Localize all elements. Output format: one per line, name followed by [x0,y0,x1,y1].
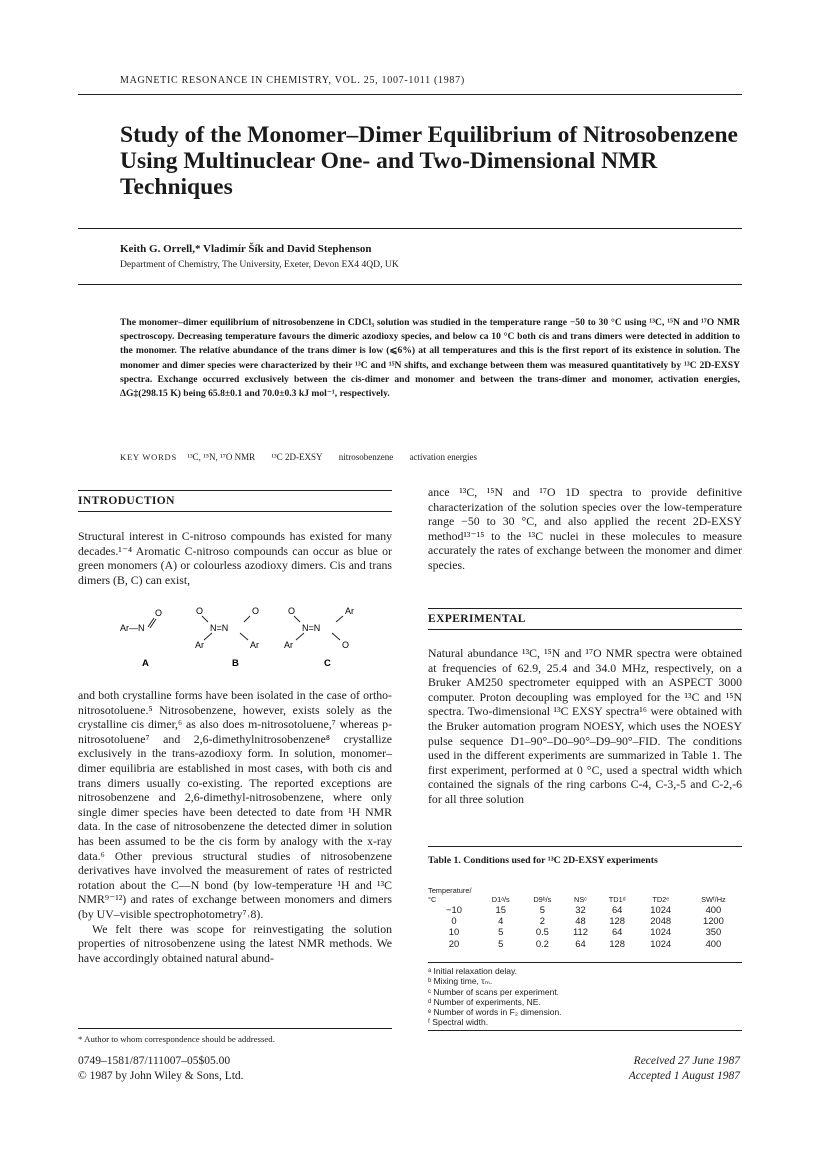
table-header-cell: D9ᵇ/s [533,895,552,904]
table-row [428,926,742,937]
atom-ar: Ar [250,640,259,650]
table-cell: 20 [448,937,460,949]
structure-label-c: C [324,658,331,669]
table-note: ᵈ Number of experiments, NE. [428,996,541,1007]
table-cell: 48 [575,915,586,927]
atom-o: O [196,606,204,616]
table-header-cell: D1ᵃ/s [491,895,510,904]
copyright: © 1987 by John Wiley & Sons, Ltd. [78,1070,244,1082]
structure-c [284,606,354,650]
table-rule-top [428,846,742,847]
table-cell: 2 [539,915,545,927]
keywords-label: KEY WORDS [120,452,178,462]
table-cell: 1024 [650,926,672,938]
table-cell: 1024 [650,904,672,916]
structure-label-a: A [142,658,149,669]
table-note: ᶠ Spectral width. [428,1017,489,1028]
table-cell: 128 [609,937,625,949]
atom-nn: N=N [210,623,229,633]
intro-rule-top [78,490,392,491]
table-header-cell: SWᶠ/Hz [701,895,726,904]
table-title: Table 1. Conditions used for ¹³C 2D-EXSY experiments [428,855,658,866]
intro-paragraph: Structural interest in C-nitroso compounds has existed for many decades.¹⁻⁴ Aromatic C-nitroso compounds can occur as blue or green monomers (A) or colourless azodioxy dimers. Cis and trans dimers (B, C) can exist, [78,529,392,587]
table-row [428,904,742,915]
atom-ar: Ar [345,606,354,616]
table-notes [428,966,562,1028]
atom-ar: Ar [284,640,293,650]
intro-para-2 [78,688,392,965]
notes-rule [428,1030,742,1031]
table-header-cell: TD1ᵈ [608,895,626,904]
article-title: Study of the Monomer–Dimer Equilibrium of Nitrosobenzene Using Multinuclear One- and Two-Dimensional NMR Techniques [120,122,738,200]
table-row [428,915,742,926]
title-rule [78,228,742,229]
table-cell: 1024 [650,937,672,949]
structure-a [120,608,162,633]
keyword: ¹³C, ¹⁵N, ¹⁷O NMR [187,452,256,462]
table-cell: 32 [575,904,586,916]
table-cell: 128 [609,915,625,927]
table-cell: 400 [705,904,722,916]
table-cell: 400 [705,937,722,949]
journal-header: MAGNETIC RESONANCE IN CHEMISTRY, VOL. 25, 1007-1011 (1987) [120,75,465,86]
authors: Keith G. Orrell,* Vladimír Šík and David Stephenson [120,243,372,255]
article-code: 0749–1581/87/111007–05$05.00 [78,1055,231,1067]
table-note: ᶜ Number of scans per experiment. [428,986,560,997]
structures-figure [78,600,392,670]
intro-para-1 [78,529,392,587]
table-header-row [428,876,742,904]
accepted-date: Accepted 1 August 1987 [628,1070,740,1082]
correspondence-footnote: * Author to whom correspondence should be addressed. [78,1034,275,1044]
structure-label-b: B [232,658,239,669]
experimental-rule-bottom [428,629,742,630]
atom-o: O [288,606,296,616]
table-cell: 1200 [702,915,724,927]
abstract: The monomer–dimer equilibrium of nitrosobenzene in CDCl₃ solution was studied in the temperature range −50 to 30 °C using ¹³C, ¹⁵N and ¹⁷O NMR spectroscopy. Decreasing temperature favours the dimeric azodioxy species, and below ca 10 °C both cis and trans dimers were detected in addition to the monomer. The relative abundance of the trans dimer is low (⩽6%) at all temperatures and this is the first report of its existence in solution. The monomer and dimer species were characterized by their ¹³C and ¹⁵N shifts, and exchange between them was measured quantitatively by ¹³C 2D-EXSY spectra. Exchange occurred exclusively between the cis-dimer and monomer and between the trans-dimer and monomer, activation energies, ΔG‡(298.15 K) being 65.8±0.1 and 70.0±0.3 kJ mol⁻¹, respectively. [120,317,740,400]
dates [560,1054,740,1084]
table-rule-bottom [428,962,742,963]
table-header-cell: Temperature/ °C [428,886,472,904]
table-cell: 0.2 [535,937,549,949]
table-cell: 5 [498,937,504,949]
table-note: ᵃ Initial relaxation delay. [428,966,517,976]
table-cell: −10 [446,904,462,916]
structure-b [195,606,259,650]
table-header-cell: NSᶜ [574,895,587,904]
experimental-paragraph: Natural abundance ¹³C, ¹⁵N and ¹⁷O NMR spectra were obtained at frequencies of 62.9, 25.4 and 34.0 MHz, respectively, on a Bruker AM250 spectrometer equipped with an ASPECT 3000 computer. Proton decoupling was employed for the ¹³C and ¹⁵N spectra. Two-dimensional ¹³C EXSY spectra¹⁶ were obtained with the Bruker automation program NOESY, which uses the NOESY pulse sequence D1–90°–D0–90°–D9–90°–FID. The conditions used in the different experiments are summarized in Table 1. The first experiment, performed at 0 °C, used a spectral width which contained the signals of the ring carbons C-4, C-3,-5 and C-2,-6 for all three solution [428,646,742,806]
intro-paragraph: We felt there was scope for reinvestigating the solution properties of nitrosobenzene using the latest NMR methods. We have accordingly obtained natural abund- [78,921,392,965]
intro-rule-bottom [78,511,392,512]
header-rule [78,94,742,95]
intro-right-para [428,485,742,573]
keyword: activation energies [409,452,478,462]
intro-paragraph: ance ¹³C, ¹⁵N and ¹⁷O 1D spectra to provide definitive characterization of the solution species over the low-temperature range −50 to 30 °C, and also applied the recent 2D-EXSY method¹³⁻¹⁵ to the ¹³C nuclei in these molecules to measure accurately the rates of exchange between the monomer and dimer species. [428,485,742,572]
keyword: nitrosobenzene [338,452,394,462]
atom-o: O [155,608,163,618]
atom-ar-n: Ar—N [120,623,145,633]
atom-o: O [342,640,350,650]
table-cell: 64 [611,904,623,916]
affiliation-rule [78,284,742,285]
experimental-rule-top [428,608,742,609]
received-date: Received 27 June 1987 [633,1055,740,1067]
affiliation: Department of Chemistry, The University, Exeter, Devon EX4 4QD, UK [120,259,399,270]
table-cell: 350 [705,926,722,938]
table-cell: 64 [575,937,586,949]
experimental-para [428,646,742,807]
table-note: ᵇ Mixing time, τₘ. [428,976,493,987]
table-cell: 64 [611,926,623,938]
table-header-cell: TD2ᵉ [652,895,670,904]
keyword: ¹³C 2D-EXSY [271,452,323,462]
table-cell: 112 [572,926,588,938]
introduction-heading: INTRODUCTION [78,495,175,507]
table-cell: 5 [539,904,545,916]
table-cell: 5 [498,926,504,938]
table-row [428,938,742,949]
table-cell: 10 [448,926,460,938]
table-cell: 15 [495,904,506,916]
atom-o: O [252,606,260,616]
intro-paragraph: and both crystalline forms have been isolated in the case of ortho-nitrosotoluene.⁵ Nitrosobenzene, however, exists solely as the crystalline cis dimer,⁶ as also does m-nitrosotoluene,⁷ whereas p-nitrosotoluene⁷ and 2,6-dimethylnitrosobenzene⁸ crystallize exclusively in the trans-azodioxy form. In solution, monomer–dimer equilibria are established in most cases, with both cis and trans dimers usually co-existing. The reported exceptions are nitrosobenzene and 2,6-dimethyl-nitrosobenzene, where only single dimer species have been detected to date from ¹H NMR data. In the case of nitrosobenzene the detected dimer in solution has been assumed to be the cis form by analogy with the x-ray data.⁶ Other previous structural studies of nitrosobenzene derivatives have involved the measurement of rates of restricted rotation about the C—N bond (by low-temperature ¹H and ¹³C NMR⁹⁻¹²) and rates of exchange between monomers and dimers (by UV–visible spectrophotometry⁷˒8). [78,688,392,921]
atom-nn: N=N [302,623,321,633]
conditions-table [428,876,742,949]
table-note: ᵉ Number of words in F₂ dimension. [428,1007,562,1018]
atom-ar: Ar [195,640,204,650]
experimental-heading: EXPERIMENTAL [428,613,526,625]
table-cell: 0.5 [535,926,549,938]
chemical-structures [78,600,392,670]
publication-info [78,1054,244,1084]
table-cell: 0 [451,915,457,927]
keywords [120,452,491,462]
table-cell: 2048 [650,915,672,927]
table-cell: 4 [498,915,504,927]
footnote-rule [78,1028,392,1029]
